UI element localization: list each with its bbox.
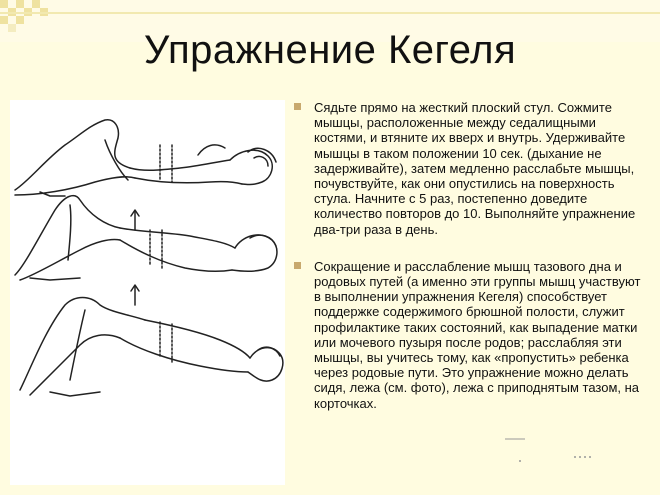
arrow-up-icon [131,210,139,230]
slide-title: Упражнение Кегеля [143,28,517,72]
text-content [292,100,644,411]
exercise-illustration [10,100,285,485]
bullet-item [292,259,644,411]
decorative-dots [500,435,620,465]
pose-three-high-bridge-figure [20,298,283,397]
pose-one-lying-figure [15,120,276,196]
bullet-text: Сокращение и расслабление мышц тазового дна и родовых путей (а именно эти группы мышц участвуют в выполнении упражнения Кегеля) способствует поддержке содержимого брюшной полости, служит профилактике таких состояний, как выпадение матки или мочевого пузыря после родов; расслабляя эти мышцы, вы учитесь тому, как «пропустить» ребенка через родовые пути. Это упражнение можно делать сидя, лежа (см. фото), лежа с приподнятым тазом, на корточках. [314,258,641,411]
bullet-item [292,100,644,237]
bullet-square-icon [294,103,301,110]
bullet-text: Сядьте прямо на жесткий плоский стул. Сожмите мышцы, расположенные между седалищными костями, и втяните их вверх и внутрь. Удерживайте мышцы в таком положении 10 сек. (дыхание не задерживайте), затем медленно расслабьте мышцы, почувствуйте, как они опустились на поверхность стула. Начните с 5 раз, постепенно доведите количество повторов до 10. Выполняйте упражнение два-три раза в день. [314,100,636,237]
arrow-up-icon [131,285,139,305]
bullet-square-icon [294,262,301,269]
header-divider-line [0,12,660,14]
pose-two-bridge-figure [15,196,277,280]
